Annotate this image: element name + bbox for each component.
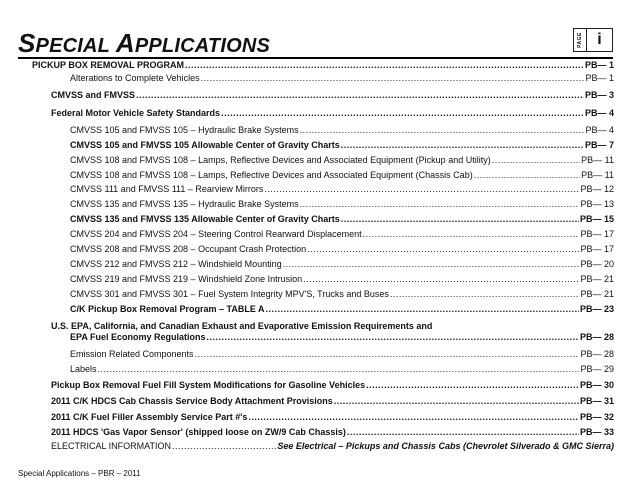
toc-entry-title: CMVSS 135 and FMVSS 135 – Hydraulic Brake Systems	[70, 199, 299, 209]
toc-entry-title: C/K Pickup Box Removal Program – TABLE A	[70, 304, 265, 314]
toc-leader-dots	[207, 331, 579, 343]
toc-leader-dots	[264, 183, 579, 195]
title-second-cap: A	[115, 28, 135, 58]
toc-entry-title: CMVSS and FMVSS	[51, 90, 136, 100]
toc-leader-dots	[334, 395, 579, 407]
toc-leader-dots	[195, 348, 580, 360]
toc-entry-heading[interactable]: U.S. EPA, California, and Canadian Exhaust and Evaporative Emission Requirements and	[51, 321, 433, 331]
toc-entry-title: 2011 HDCS 'Gas Vapor Sensor' (shipped loose on ZW/9 Cab Chassis)	[51, 427, 346, 437]
toc-leader-dots	[300, 124, 585, 136]
toc-entry[interactable]	[51, 426, 614, 438]
toc-entry[interactable]	[70, 72, 614, 84]
toc-entry-title: CMVSS 208 and FMVSS 208 – Occupant Crash Protection	[70, 244, 307, 254]
page-footer: Special Applications – PBR – 2011	[18, 469, 141, 478]
toc-entry[interactable]	[70, 243, 614, 255]
toc-leader-dots	[341, 213, 579, 225]
page-label: PAGE	[577, 32, 583, 48]
toc-entry-title: CMVSS 219 and FMVSS 219 – Windshield Zone Intrusion	[70, 274, 303, 284]
toc-entry-title: CMVSS 108 and FMVSS 108 – Lamps, Reflective Devices and Associated Equipment (Pickup and Utility)	[70, 155, 491, 165]
toc-entry-title: PICKUP BOX REMOVAL PROGRAM	[32, 60, 185, 70]
toc-entry-page: PB— 28	[579, 332, 614, 342]
toc-entry-title: Pickup Box Removal Fuel Fill System Modifications for Gasoline Vehicles	[51, 380, 366, 390]
title-second-rest: PPLICATIONS	[134, 35, 271, 57]
toc-entry-page: PB— 11	[581, 155, 614, 165]
toc-entry-title: CMVSS 111 and FMVSS 111 – Rearview Mirrors	[70, 184, 264, 194]
toc-entry-page: PB— 1	[585, 73, 614, 83]
toc-entry-page: PB— 29	[580, 364, 614, 374]
toc-leader-dots	[492, 154, 580, 166]
toc-leader-dots	[283, 258, 580, 270]
toc-leader-dots	[347, 426, 579, 438]
toc-entry[interactable]	[51, 107, 614, 119]
toc-leader-dots	[248, 411, 579, 423]
page-number: i	[597, 31, 602, 48]
toc-entry-title: CMVSS 204 and FMVSS 204 – Steering Control Rearward Displacement	[70, 229, 362, 239]
toc-leader-dots	[98, 363, 580, 375]
toc-entry[interactable]	[70, 124, 614, 136]
toc-entry-title: Labels	[70, 364, 97, 374]
toc-entry[interactable]	[51, 440, 614, 452]
toc-entry[interactable]	[70, 258, 614, 270]
toc-entry[interactable]	[70, 273, 614, 285]
page-label-cell	[574, 29, 587, 51]
toc-entry[interactable]	[51, 411, 614, 423]
toc-entry-page: PB— 4	[585, 125, 614, 135]
toc-entry[interactable]	[70, 198, 614, 210]
toc-leader-dots	[172, 440, 276, 452]
toc-entry-page: PB— 33	[579, 427, 614, 437]
toc-entry[interactable]	[51, 379, 614, 391]
toc-entry[interactable]	[70, 363, 614, 375]
toc-entry-page: PB— 13	[580, 199, 614, 209]
toc-leader-dots	[303, 273, 579, 285]
toc-entry[interactable]	[70, 213, 614, 225]
toc-entry-title: EPA Fuel Economy Regulations	[70, 332, 206, 342]
toc-entry-title: 2011 C/K Fuel Filler Assembly Service Part #'s	[51, 412, 248, 422]
toc-leader-dots	[136, 89, 584, 101]
toc-entry-page: PB— 11	[581, 170, 614, 180]
toc-entry-title: CMVSS 135 and FMVSS 135 Allowable Center of Gravity Charts	[70, 214, 340, 224]
toc-entry-title: ELECTRICAL INFORMATION	[51, 441, 172, 451]
page-number-box	[573, 28, 613, 52]
toc-entry-title: Alterations to Complete Vehicles	[70, 73, 200, 83]
toc-entry[interactable]	[70, 183, 614, 195]
toc-leader-dots	[363, 228, 580, 240]
toc-entry[interactable]	[70, 288, 614, 300]
toc-entry-title: CMVSS 212 and FMVSS 212 – Windshield Mounting	[70, 259, 282, 269]
toc-entry-page: PB— 7	[584, 140, 614, 150]
toc-entry-page: PB— 15	[579, 214, 614, 224]
toc-entry-page: PB— 20	[580, 259, 614, 269]
toc-entry-page: PB— 17	[580, 229, 614, 239]
toc-entry[interactable]	[70, 331, 614, 343]
toc-entry-title: Emission Related Components	[70, 349, 194, 359]
toc-entry[interactable]	[70, 139, 614, 151]
toc-entry[interactable]	[32, 59, 614, 71]
toc-entry-title: 2011 C/K HDCS Cab Chassis Service Body Attachment Provisions	[51, 396, 333, 406]
toc-entry-page: PB— 21	[580, 289, 614, 299]
toc-entry-page: PB— 17	[580, 244, 614, 254]
toc-leader-dots	[185, 59, 584, 71]
toc-leader-dots	[390, 288, 580, 300]
toc-entry-page: See Electrical – Pickups and Chassis Cabs (Chevrolet Silverado & GMC Sierra)	[277, 441, 614, 451]
toc-entry-page: PB— 21	[580, 274, 614, 284]
toc-entry-page: PB— 28	[580, 349, 614, 359]
toc-entry-page: PB— 31	[579, 396, 614, 406]
toc-leader-dots	[307, 243, 579, 255]
toc-leader-dots	[300, 198, 580, 210]
toc-entry-title: Federal Motor Vehicle Safety Standards	[51, 108, 221, 118]
toc-entry-page: PB— 23	[579, 304, 614, 314]
toc-entry[interactable]	[70, 303, 614, 315]
toc-entry-page: PB— 32	[579, 412, 614, 422]
title-first-rest: PECIAL	[35, 35, 111, 57]
toc-leader-dots	[201, 72, 585, 84]
toc-entry-title: CMVSS 108 and FMVSS 108 – Lamps, Reflective Devices and Associated Equipment (Chassis Cab)	[70, 170, 473, 180]
toc-entry-title: CMVSS 105 and FMVSS 105 – Hydraulic Brake Systems	[70, 125, 299, 135]
toc-entry[interactable]	[70, 348, 614, 360]
toc-leader-dots	[366, 379, 579, 391]
toc-leader-dots	[266, 303, 579, 315]
toc-entry-page: PB— 1	[584, 60, 614, 70]
toc-entry[interactable]	[51, 89, 614, 101]
toc-entry-page: PB— 12	[580, 184, 614, 194]
page-title	[18, 28, 270, 59]
toc-leader-dots	[221, 107, 584, 119]
toc-entry-page: PB— 4	[584, 108, 614, 118]
toc-entry[interactable]	[70, 154, 614, 166]
toc-entry-page: PB— 30	[579, 380, 614, 390]
toc-entry[interactable]	[70, 228, 614, 240]
toc-entry-page: PB— 3	[584, 90, 614, 100]
toc-entry-title: CMVSS 301 and FMVSS 301 – Fuel System Integrity MPV'S, Trucks and Buses	[70, 289, 389, 299]
toc-leader-dots	[474, 169, 580, 181]
title-first-cap: S	[18, 28, 36, 58]
toc-entry[interactable]	[51, 395, 614, 407]
toc-entry[interactable]	[70, 169, 614, 181]
toc-entry-title: CMVSS 105 and FMVSS 105 Allowable Center of Gravity Charts	[70, 140, 340, 150]
toc-leader-dots	[341, 139, 584, 151]
